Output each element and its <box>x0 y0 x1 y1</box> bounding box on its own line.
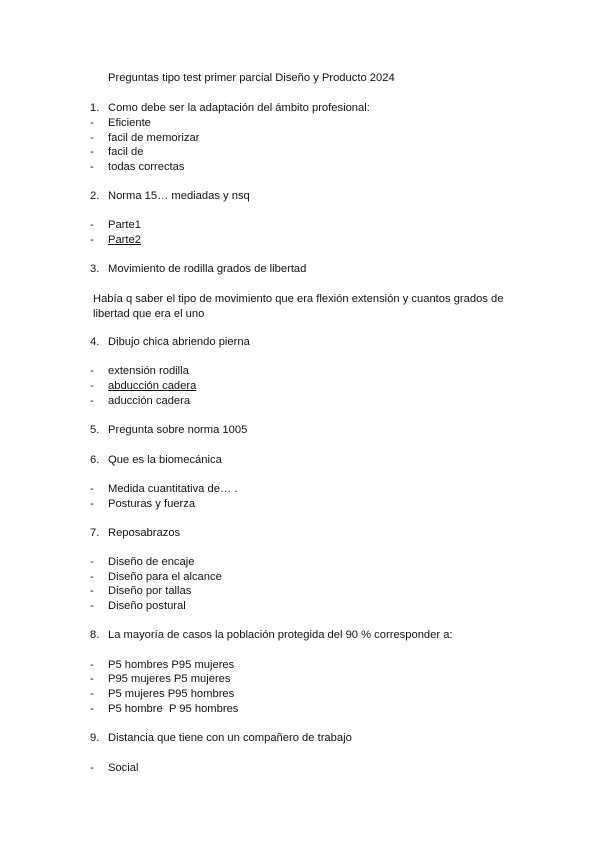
bullet-dash: - <box>90 219 94 231</box>
bullet-dash: - <box>90 703 94 715</box>
question-number: 9. <box>90 732 100 744</box>
bullet-dash: - <box>90 161 94 173</box>
question-text: Pregunta sobre norma 1005 <box>108 424 248 436</box>
document-title: Preguntas tipo test primer parcial Diseño y Producto 2024 <box>108 72 395 84</box>
option-text: Parte2 <box>108 234 141 246</box>
option-text: abducción cadera <box>108 380 197 392</box>
bullet-dash: - <box>90 483 94 495</box>
question-text: Norma 15… mediadas y nsq <box>108 190 250 202</box>
option-text: Eficiente <box>108 117 151 129</box>
question-number: 4. <box>90 336 100 348</box>
bullet-dash: - <box>90 380 94 392</box>
question-text: Reposabrazos <box>108 527 181 539</box>
option-text: Diseño por tallas <box>108 585 192 597</box>
bullet-dash: - <box>90 132 94 144</box>
bullet-dash: - <box>90 762 94 774</box>
bullet-dash: - <box>90 659 94 671</box>
bullet-dash: - <box>90 556 94 568</box>
question-number: 5. <box>90 424 100 436</box>
option-text: P5 mujeres P95 hombres <box>108 688 235 700</box>
question-number: 3. <box>90 263 100 275</box>
answer-note: Había q saber el tipo de movimiento que era flexión extensión y cuantos grados de libertad que era el uno <box>93 293 504 320</box>
option-text: facil de memorizar <box>108 132 200 144</box>
option-text: facil de <box>108 146 144 158</box>
question-text: Que es la biomecánica <box>108 454 222 466</box>
question-number: 1. <box>90 102 100 114</box>
question-number: 2. <box>90 190 100 202</box>
question-number: 6. <box>90 454 100 466</box>
option-text: Diseño para el alcance <box>108 571 222 583</box>
bullet-dash: - <box>90 117 94 129</box>
question-text: La mayoría de casos la población protegida del 90 % corresponder a: <box>108 629 453 641</box>
option-text: Social <box>108 762 139 774</box>
question-text: Como debe ser la adaptación del ámbito profesional: <box>108 102 370 114</box>
bullet-dash: - <box>90 146 94 158</box>
bullet-dash: - <box>90 688 94 700</box>
option-text: Posturas y fuerza <box>108 498 196 510</box>
question-text: Movimiento de rodilla grados de libertad <box>108 263 307 275</box>
question-text: Dibujo chica abriendo pierna <box>108 336 250 348</box>
option-text: todas correctas <box>108 161 185 173</box>
option-text: extensión rodilla <box>108 365 189 377</box>
option-text: P5 hombre P 95 hombres <box>108 703 239 715</box>
bullet-dash: - <box>90 571 94 583</box>
question-number: 7. <box>90 527 100 539</box>
question-text: Distancia que tiene con un compañero de trabajo <box>108 732 352 744</box>
option-text: aducción cadera <box>108 395 191 407</box>
question-number: 8. <box>90 629 100 641</box>
option-text: Parte1 <box>108 219 141 231</box>
bullet-dash: - <box>90 673 94 685</box>
option-text: P5 hombres P95 mujeres <box>108 659 235 671</box>
option-text: Medida cuantitativa de… . <box>108 483 238 495</box>
option-text: Diseño postural <box>108 600 186 612</box>
bullet-dash: - <box>90 395 94 407</box>
bullet-dash: - <box>90 600 94 612</box>
option-text: P95 mujeres P5 mujeres <box>108 673 231 685</box>
bullet-dash: - <box>90 365 94 377</box>
option-text: Diseño de encaje <box>108 556 195 568</box>
bullet-dash: - <box>90 498 94 510</box>
bullet-dash: - <box>90 585 94 597</box>
bullet-dash: - <box>90 234 94 246</box>
